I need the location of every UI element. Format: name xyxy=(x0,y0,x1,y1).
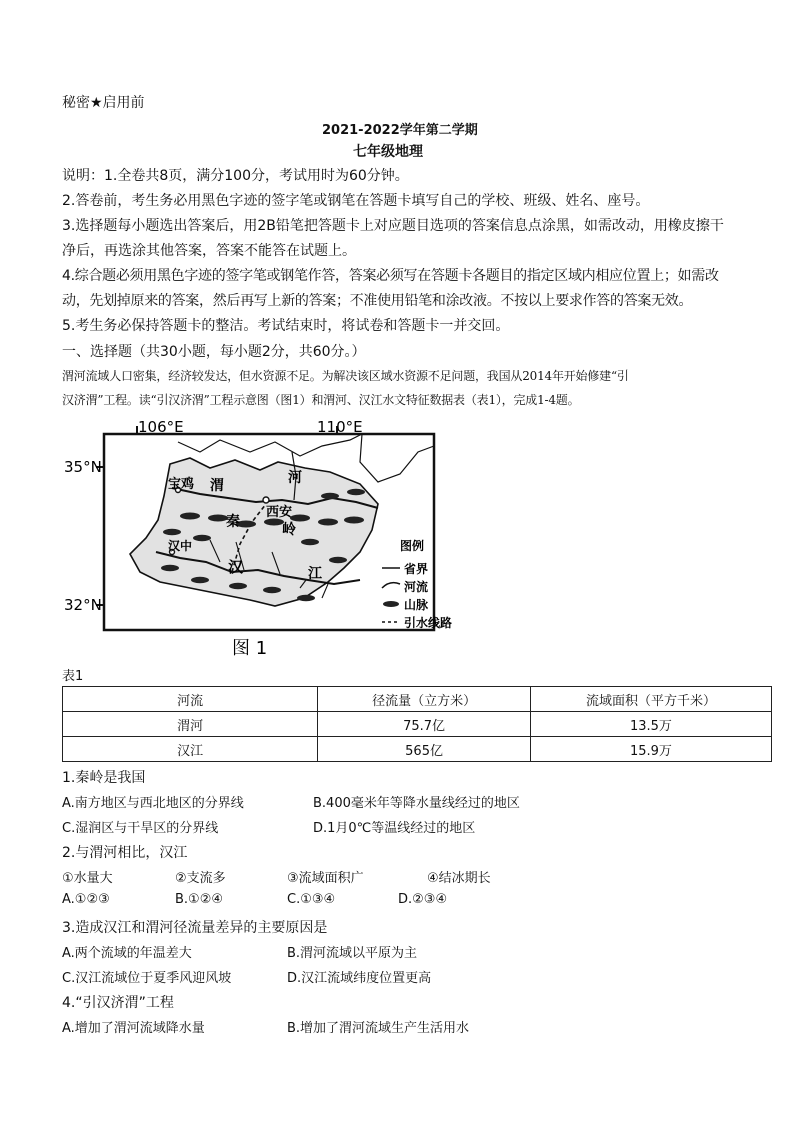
legend-item: 引水线路 xyxy=(404,616,453,630)
question-stem: 4.“引汉济渭”工程 xyxy=(62,995,174,1011)
instruction-line: 动，先划掉原来的答案，然后再写上新的答案；不准使用铅笔和涂改液。不按以上要求作答的答案无效。 xyxy=(62,293,693,309)
place-label: 西安 xyxy=(266,505,293,520)
place-label: 宝鸡 xyxy=(168,477,195,492)
option-b: B.①②④ xyxy=(175,892,224,907)
question-stem: 2.与渭河相比，汉江 xyxy=(62,845,188,861)
statement-item: ③流域面积广 xyxy=(287,871,364,886)
statement-item: ②支流多 xyxy=(175,871,226,886)
option-d: D.1月0℃等温线经过的地区 xyxy=(313,821,476,836)
section-heading: 一、选择题（共30小题，每小题2分，共60分。） xyxy=(62,344,366,360)
option-b: B.400毫米年等降水量线经过的地区 xyxy=(313,796,520,811)
legend-mountain-symbol xyxy=(383,601,399,607)
table-label: 表1 xyxy=(62,669,84,684)
figure-caption: 图 1 xyxy=(232,638,268,659)
instruction-line: 说明：1.全卷共8页，满分100分，考试用时为60分钟。 xyxy=(62,168,409,184)
map-figure xyxy=(60,412,480,662)
confidential-label: 秘密★启用前 xyxy=(62,95,145,111)
table-row xyxy=(63,712,772,737)
statement-item: ①水量大 xyxy=(62,871,113,886)
option-c: C.①③④ xyxy=(287,892,336,907)
place-label: 渭 xyxy=(210,478,224,494)
place-label: 汉中 xyxy=(168,539,193,553)
hydrology-table xyxy=(62,686,772,762)
legend-item: 河流 xyxy=(404,580,429,594)
latitude-label: 35°N xyxy=(64,458,102,476)
longitude-label: 110°E xyxy=(317,418,363,436)
instruction-line: 3.选择题每小题选出答案后，用2B铅笔把答题卡上对应题目选项的答案信息点涂黑，如需改动，用橡皮擦干 xyxy=(62,218,724,234)
table-row xyxy=(63,737,772,762)
latitude-label: 32°N xyxy=(64,596,102,614)
exam-year: 2021-2022学年第二学期 xyxy=(322,123,478,138)
legend-title: 图例 xyxy=(400,539,425,553)
table-cell: 汉江 xyxy=(63,737,318,762)
table-cell: 15.9万 xyxy=(530,737,771,762)
table-cell: 13.5万 xyxy=(530,712,771,737)
instruction-line: 净后，再选涂其他答案，答案不能答在试题上。 xyxy=(62,243,356,259)
intro-line: 汉济渭”工程。读“引汉济渭”工程示意图（图1）和渭河、汉江水文特征数据表（表1），完成1-4题。 xyxy=(62,393,580,407)
option-a: A.南方地区与西北地区的分界线 xyxy=(62,796,244,811)
option-c: C.汉江流域位于夏季风迎风坡 xyxy=(62,971,232,986)
exam-subject: 七年级地理 xyxy=(353,144,423,160)
instruction-line: 2.答卷前，考生务必用黑色字迹的签字笔或钢笔在答题卡填写自己的学校、班级、姓名、座号。 xyxy=(62,193,650,209)
table-cell: 565亿 xyxy=(318,737,531,762)
instruction-line: 5.考生务必保持答题卡的整洁。考试结束时，将试卷和答题卡一并交回。 xyxy=(62,318,510,334)
option-a: A.两个流域的年温差大 xyxy=(62,946,192,961)
option-d: D.②③④ xyxy=(398,892,448,907)
intro-line: 渭河流域人口密集，经济较发达，但水资源不足。为解决该区域水资源不足问题，我国从2014年开始修建“引 xyxy=(62,369,629,383)
place-label: 江 xyxy=(308,566,322,582)
table-cell: 渭河 xyxy=(63,712,318,737)
column-header: 河流 xyxy=(63,687,318,712)
column-header: 径流量（立方米） xyxy=(318,687,531,712)
legend-item: 山脉 xyxy=(404,598,429,612)
legend-item: 省界 xyxy=(404,562,429,576)
question-stem: 3.造成汉江和渭河径流量差异的主要原因是 xyxy=(62,920,328,936)
option-b: B.增加了渭河流域生产生活用水 xyxy=(287,1021,470,1036)
place-label: 河 xyxy=(288,470,302,486)
statement-item: ④结冰期长 xyxy=(427,871,491,886)
option-d: D.汉江流域纬度位置更高 xyxy=(287,971,432,986)
table-header-row xyxy=(63,687,772,712)
place-label: 秦 xyxy=(226,514,240,530)
question-stem: 1.秦岭是我国 xyxy=(62,770,146,786)
instruction-line: 4.综合题必须用黑色字迹的签字笔或钢笔作答，答案必须写在答题卡各题目的指定区域内相应位置上；如需改 xyxy=(62,268,719,284)
option-a: A.增加了渭河流域降水量 xyxy=(62,1021,205,1036)
place-label: 岭 xyxy=(282,522,296,538)
option-c: C.湿润区与干旱区的分界线 xyxy=(62,821,219,836)
xian-marker xyxy=(263,497,269,503)
column-header: 流域面积（平方千米） xyxy=(530,687,771,712)
table-cell: 75.7亿 xyxy=(318,712,531,737)
option-b: B.渭河流域以平原为主 xyxy=(287,946,418,961)
longitude-label: 106°E xyxy=(138,418,184,436)
place-label: 汉 xyxy=(228,558,244,576)
option-a: A.①②③ xyxy=(62,892,110,907)
